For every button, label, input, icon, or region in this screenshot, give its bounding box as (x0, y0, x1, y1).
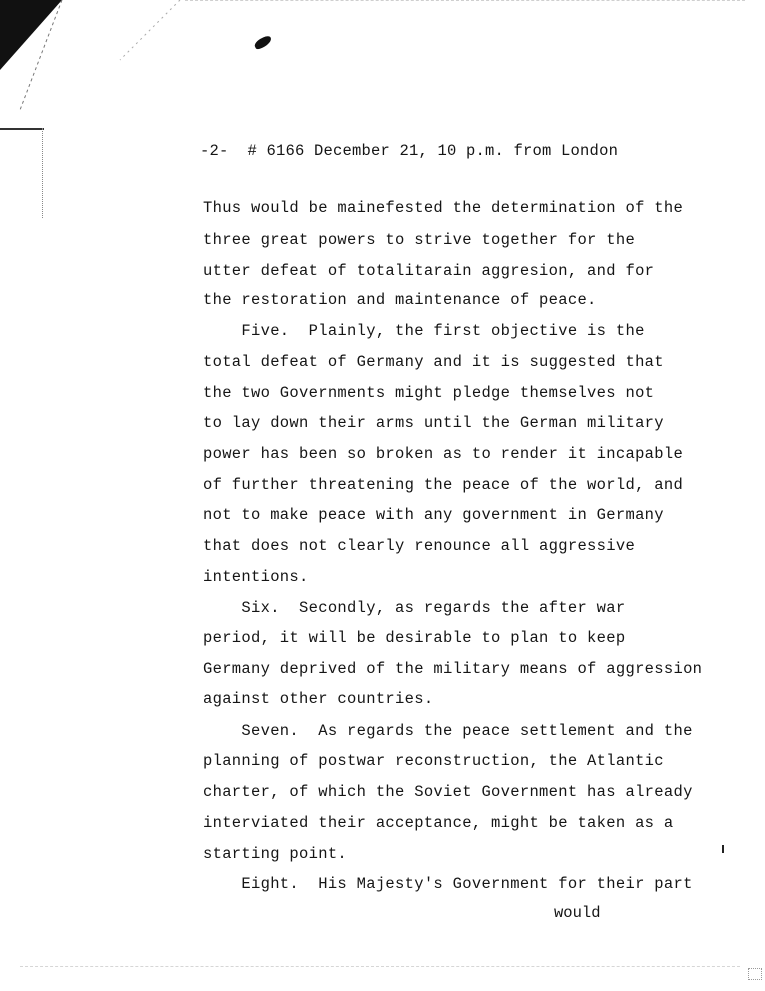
text-line-5: Five. Plainly, the first objective is the (203, 322, 645, 340)
text-line-18: Seven. As regards the peace settlement and the (203, 722, 693, 740)
text-line-19: planning of postwar reconstruction, the Atlantic (203, 752, 664, 770)
text-line-4: the restoration and maintenance of peace. (203, 291, 597, 309)
text-line-6: total defeat of Germany and it is suggested that (203, 353, 664, 371)
text-line-8: to lay down their arms until the German military (203, 414, 664, 432)
text-line-1: Thus would be mainefested the determination of the (203, 199, 684, 217)
text-line-17: against other countries. (203, 690, 434, 708)
text-line-2: three great powers to strive together for the (203, 231, 636, 249)
text-line-16: Germany deprived of the military means of aggression (203, 660, 703, 678)
text-line-12: that does not clearly renounce all aggressive (203, 537, 636, 555)
text-line-14: Six. Secondly, as regards the after war (203, 599, 626, 617)
text-line-23: Eight. His Majesty's Government for their part (203, 875, 693, 893)
text-line-11: not to make peace with any government in Germany (203, 506, 664, 524)
text-line-22: starting point. (203, 845, 348, 863)
corner-smudge (748, 968, 762, 980)
ink-blot (253, 35, 273, 51)
text-line-7: the two Governments might pledge themselves not (203, 384, 655, 402)
page-header: -2- # 6166 December 21, 10 p.m. from London (200, 142, 619, 160)
text-line-3: utter defeat of totalitarain aggresion, and for (203, 262, 655, 280)
text-line-21: interviated their acceptance, might be taken as a (203, 814, 674, 832)
continuation-word: would (554, 904, 601, 922)
scan-edge-top (185, 0, 745, 1)
scan-edge-bottom (20, 966, 740, 967)
margin-bracket-vertical (42, 128, 44, 218)
margin-tick (722, 845, 724, 853)
text-line-13: intentions. (203, 568, 309, 586)
text-line-10: of further threatening the peace of the world, and (203, 476, 684, 494)
text-line-9: power has been so broken as to render it incapable (203, 445, 684, 463)
margin-bracket (0, 128, 44, 130)
folded-corner-shadow (0, 0, 200, 140)
text-line-20: charter, of which the Soviet Government has already (203, 783, 693, 801)
text-line-15: period, it will be desirable to plan to keep (203, 629, 626, 647)
